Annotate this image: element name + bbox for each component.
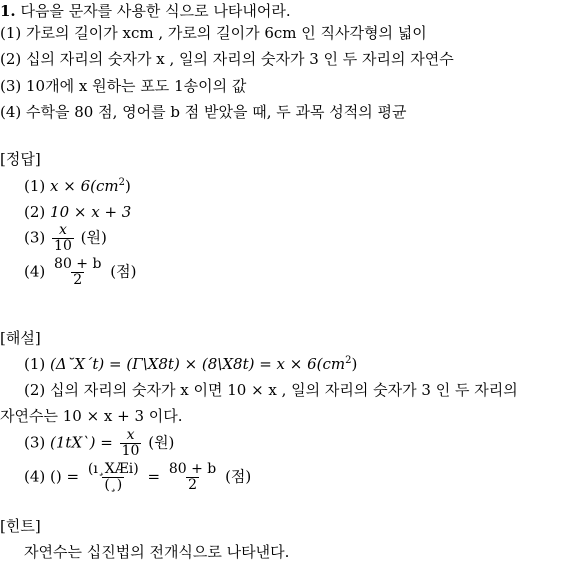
problem-item-1: (1) 가로의 길이가 xcm , 가로의 길이가 6cm 인 직사각형의 넓이 (0, 24, 427, 42)
explanation-4 (24, 462, 251, 493)
explanation-4-label: (4) (24, 467, 46, 486)
hint-heading: [힌트] (0, 517, 41, 535)
answer-4-fraction (52, 257, 103, 288)
problem-item-2: (2) 십의 자리의 숫자가 x , 일의 자리의 숫자가 3 인 두 자리의 자연수 (0, 50, 454, 68)
answer-1 (24, 177, 131, 195)
explanation-3-denominator: 10 (121, 443, 140, 459)
explanation-3 (24, 428, 174, 459)
explanation-4-fraction-2 (167, 462, 218, 493)
explanation-3-numerator: x (126, 427, 135, 443)
explanation-3-label: (3) (24, 433, 46, 452)
answer-3-fraction (52, 223, 74, 254)
problem-header (0, 2, 291, 20)
explanation-heading: [해설] (0, 329, 41, 347)
explanation-2-line2: 자연수는 10 × x + 3 이다. (0, 407, 183, 425)
problem-item-4: (4) 수학을 80 점, 영어를 b 점 받았을 때, 두 과목 성적의 평균 (0, 103, 407, 121)
explanation-3-unit: (원) (148, 433, 175, 452)
explanation-4-denominator-2: 2 (188, 477, 198, 493)
explanation-4-fraction-1 (86, 462, 141, 493)
answer-4 (24, 257, 136, 288)
explanation-3-lhs: (1tX`) = (50, 433, 113, 452)
answer-3-label: (3) (24, 228, 46, 247)
hint-text: 자연수는 십진법의 전개식으로 나타낸다. (24, 543, 290, 561)
answer-1-sup: 2 (118, 177, 125, 188)
answer-4-label: (4) (24, 262, 46, 281)
answer-3-unit: (원) (80, 228, 107, 247)
explanation-2-line1: (2) 십의 자리의 숫자가 x 이면 10 × x , 일의 자리의 숫자가 3 인 두 자리의 (24, 381, 518, 399)
explanation-4-lhs: () = (50, 467, 80, 486)
explanation-1-label: (1) (24, 355, 46, 373)
explanation-4-numerator-1: (ı¸XÆi) (87, 461, 139, 477)
explanation-4-unit: (점) (225, 467, 252, 486)
answer-4-denominator: 2 (73, 272, 83, 288)
explanation-3-fraction (120, 428, 142, 459)
answer-2-label: (2) (24, 203, 46, 221)
answer-3-numerator: x (58, 222, 67, 238)
answer-1-label: (1) (24, 177, 46, 195)
problem-instruction: 다음을 문자를 사용한 식으로 나타내어라. (20, 2, 291, 20)
answer-3 (24, 223, 107, 254)
answer-3-denominator: 10 (54, 238, 72, 254)
problem-item-3: (3) 10개에 x 원하는 포도 1송이의 값 (0, 77, 247, 95)
answer-4-unit: (점) (110, 262, 137, 281)
explanation-4-numerator-2: 80 + b (168, 461, 217, 477)
explanation-1-expr: (Δ˘X´t) = (Γ\X8t) × (8\X8t) = x × 6(cm (50, 355, 346, 373)
explanation-4-denominator-1: (¸) (104, 477, 123, 493)
explanation-1 (24, 355, 357, 373)
explanation-1-close: ) (351, 355, 358, 373)
answer-2-expr: 10 × x + 3 (50, 203, 132, 221)
answer-heading: [정답] (0, 150, 41, 168)
answer-1-close: ) (125, 177, 131, 195)
answer-2 (24, 203, 131, 221)
explanation-1-sup: 2 (345, 355, 352, 366)
answer-1-expr: x × 6(cm (50, 177, 119, 195)
problem-number: 1. (0, 2, 16, 20)
explanation-4-equals: = (147, 467, 161, 486)
answer-4-numerator: 80 + b (54, 256, 102, 272)
